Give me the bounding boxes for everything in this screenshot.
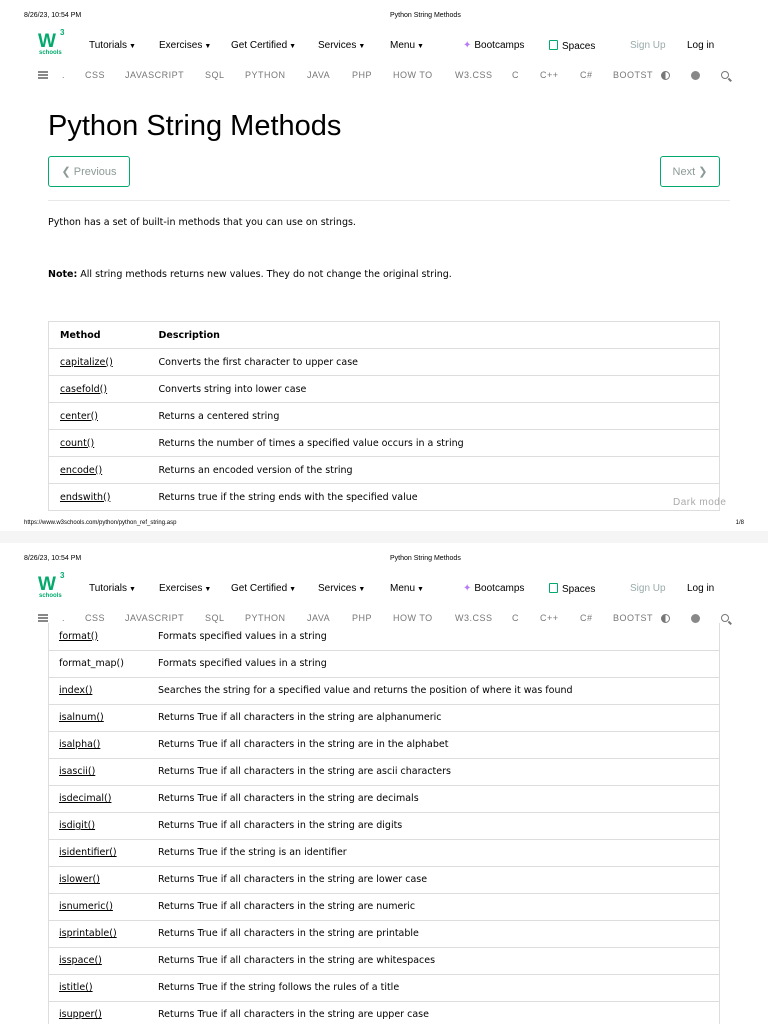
table-row — [48, 704, 720, 731]
caret-down-icon: ▼ — [417, 586, 424, 593]
subnav-javascript[interactable]: JAVASCRIPT — [125, 613, 185, 623]
nav-spaces[interactable]: Spaces — [549, 583, 595, 595]
method-cell — [48, 650, 147, 677]
method-link[interactable]: isalpha() — [59, 739, 101, 750]
spaces-icon — [549, 583, 558, 593]
print-header — [24, 12, 744, 24]
method-link[interactable]: isupper() — [59, 1009, 102, 1021]
subnav-css[interactable]: CSS — [85, 70, 106, 80]
caret-down-icon: ▼ — [204, 586, 212, 593]
subnav-python[interactable]: PYTHON — [245, 70, 286, 80]
method-cell — [49, 430, 148, 457]
subnav-bootstrap[interactable]: BOOTST — [613, 613, 654, 623]
subnav-python[interactable]: PYTHON — [245, 613, 286, 623]
hamburger-menu-icon[interactable] — [38, 614, 48, 622]
sub-nav: . CSS JAVASCRIPT SQL PYTHON JAVA PHP HOW TO W3.CSS C C++ C# BOOTST — [0, 610, 768, 628]
print-title: Python String Methods — [390, 12, 461, 19]
subnav-css[interactable]: CSS — [85, 613, 106, 623]
description-cell: Returns True if all characters in the string are whitespaces — [147, 947, 720, 974]
description-cell: Converts the first character to upper case — [148, 349, 720, 376]
subnav-php[interactable]: PHP — [352, 70, 373, 80]
table-row — [49, 484, 720, 511]
table-row — [48, 650, 720, 677]
caret-down-icon: ▼ — [289, 586, 297, 593]
description-cell: Formats specified values in a string — [147, 650, 720, 677]
sub-nav: . CSS JAVASCRIPT SQL PYTHON JAVA PHP HOW TO W3.CSS C C++ C# BOOTST — [0, 67, 768, 85]
note-text: Note: All string methods returns new values. They do not change the original string. — [48, 269, 452, 280]
method-link[interactable]: isprintable() — [59, 928, 117, 939]
method-cell — [48, 839, 147, 866]
divider — [48, 200, 730, 201]
table-row — [48, 623, 720, 650]
subnav-java[interactable]: JAVA — [307, 613, 331, 623]
print-page-number: 1/8 — [735, 520, 744, 526]
w3schools-logo[interactable]: W 3 schools — [38, 28, 65, 56]
hamburger-menu-icon[interactable] — [38, 71, 48, 79]
sparkle-icon: ✦ — [463, 40, 472, 51]
subnav-sql[interactable]: SQL — [205, 613, 225, 623]
nav-services[interactable]: Services ▼ — [318, 40, 366, 51]
subnav-php[interactable]: PHP — [352, 613, 373, 623]
description-cell: Converts string into lower case — [148, 376, 720, 403]
method-cell — [48, 704, 147, 731]
table-row — [49, 376, 720, 403]
login-link[interactable]: Log in — [687, 40, 715, 51]
nav-services[interactable]: Services ▼ — [318, 583, 366, 594]
method-link[interactable]: center() — [60, 410, 98, 422]
subnav-c[interactable]: C — [512, 613, 519, 623]
search-icon[interactable] — [721, 71, 729, 79]
description-cell: Returns True if all characters in the string are numeric — [147, 893, 720, 920]
table-row — [48, 947, 720, 974]
subnav-cpp[interactable]: C++ — [540, 70, 559, 80]
subnav-csharp[interactable]: C# — [580, 613, 593, 623]
table-row — [48, 920, 720, 947]
description-cell: Returns the number of times a specified value occurs in a string — [148, 430, 720, 457]
methods-table-continued — [48, 623, 720, 1024]
subnav-w3css[interactable]: W3.CSS — [455, 70, 493, 80]
nav-menu[interactable]: Menu ▼ — [390, 583, 424, 594]
method-cell — [49, 349, 148, 376]
top-nav — [0, 28, 768, 64]
description-cell: Returns True if all characters in the string are printable — [147, 920, 720, 947]
table-row — [48, 677, 720, 704]
table-row — [48, 1001, 720, 1024]
method-link[interactable]: isdigit() — [59, 820, 96, 831]
previous-button[interactable]: ❮ Previous — [48, 156, 130, 187]
table-row — [48, 893, 720, 920]
description-cell: Returns True if all characters in the string are digits — [147, 812, 720, 839]
subnav-cpp[interactable]: C++ — [540, 613, 559, 623]
subnav-c[interactable]: C — [512, 70, 519, 80]
nav-bootcamps[interactable]: ✦ Bootcamps — [463, 40, 525, 51]
globe-icon[interactable] — [691, 71, 700, 80]
header-method: Method — [49, 322, 148, 349]
contrast-icon[interactable] — [661, 614, 670, 623]
description-cell: Returns True if all characters in the string are lower case — [147, 866, 720, 893]
subnav-sql[interactable]: SQL — [205, 70, 225, 80]
table-row — [48, 731, 720, 758]
method-cell — [48, 623, 147, 650]
subnav-bootstrap[interactable]: BOOTST — [613, 70, 654, 80]
method-link[interactable]: istitle() — [59, 982, 93, 993]
description-cell: Returns an encoded version of the string — [148, 457, 720, 484]
method-link[interactable]: isdecimal() — [59, 793, 112, 804]
table-row — [48, 839, 720, 866]
method-name: format_map() — [59, 658, 124, 669]
nav-tutorials[interactable]: Tutorials ▼ — [89, 583, 136, 594]
nav-get-certified[interactable]: Get Certified ▼ — [231, 583, 297, 594]
description-cell: Returns true if the string ends with the specified value — [148, 484, 720, 511]
description-cell: Returns a centered string — [148, 403, 720, 430]
method-link[interactable]: isidentifier() — [59, 847, 117, 858]
nav-menu[interactable]: Menu ▼ — [390, 40, 424, 51]
description-cell: Returns True if the string follows the rules of a title — [147, 974, 720, 1001]
table-row — [48, 974, 720, 1001]
method-link[interactable]: islower() — [59, 874, 100, 885]
method-cell — [48, 677, 147, 704]
nav-spaces[interactable]: Spaces — [549, 40, 595, 52]
methods-table — [48, 321, 720, 511]
method-cell — [48, 785, 147, 812]
method-cell — [48, 947, 147, 974]
method-link[interactable]: count() — [60, 437, 95, 449]
nav-bootcamps[interactable]: ✦ Bootcamps — [463, 583, 525, 594]
contrast-icon[interactable] — [661, 71, 670, 80]
nav-exercises[interactable]: Exercises ▼ — [159, 583, 212, 594]
print-footer — [24, 520, 744, 530]
subnav-javascript[interactable]: JAVASCRIPT — [125, 70, 185, 80]
method-cell — [48, 893, 147, 920]
table-row — [49, 403, 720, 430]
subnav-howto[interactable]: HOW TO — [393, 70, 433, 80]
method-cell — [48, 920, 147, 947]
search-icon[interactable] — [721, 614, 729, 622]
caret-down-icon: ▼ — [128, 43, 136, 50]
signup-link[interactable]: Sign Up — [630, 583, 666, 594]
spaces-icon — [549, 40, 558, 50]
table-header-row — [49, 322, 720, 349]
method-link[interactable]: format() — [59, 630, 99, 642]
caret-down-icon: ▼ — [417, 43, 424, 50]
method-link[interactable]: endswith() — [60, 491, 111, 503]
table-row — [48, 785, 720, 812]
method-cell — [49, 403, 148, 430]
nav-exercises[interactable]: Exercises ▼ — [159, 40, 212, 51]
next-button[interactable]: Next ❯ — [660, 156, 720, 187]
dark-mode-toggle[interactable]: Dark mode — [673, 497, 727, 508]
nav-get-certified[interactable]: Get Certified ▼ — [231, 40, 297, 51]
print-date: 8/26/23, 10:54 PM — [24, 12, 82, 19]
description-cell: Returns True if the string is an identifier — [147, 839, 720, 866]
method-link[interactable]: encode() — [60, 464, 103, 476]
method-cell — [49, 457, 148, 484]
caret-down-icon: ▼ — [289, 43, 297, 50]
method-cell — [48, 758, 147, 785]
subnav-csharp[interactable]: C# — [580, 70, 593, 80]
method-cell — [48, 731, 147, 758]
header-description: Description — [148, 322, 720, 349]
description-cell: Returns True if all characters in the string are decimals — [147, 785, 720, 812]
top-nav — [0, 571, 768, 607]
method-link[interactable]: index() — [59, 685, 93, 696]
table-row — [48, 866, 720, 893]
print-url: https://www.w3schools.com/python/python_ref_string.asp — [24, 520, 177, 526]
page-title: Python String Methods — [48, 110, 342, 142]
caret-down-icon: ▼ — [204, 43, 212, 50]
method-link[interactable]: casefold() — [60, 383, 108, 395]
method-link[interactable]: isnumeric() — [59, 901, 113, 912]
table-row — [49, 457, 720, 484]
method-cell — [49, 484, 148, 511]
login-link[interactable]: Log in — [687, 583, 715, 594]
table-row — [48, 758, 720, 785]
description-cell: Returns True if all characters in the string are in the alphabet — [147, 731, 720, 758]
method-cell — [49, 376, 148, 403]
caret-down-icon: ▼ — [358, 43, 366, 50]
subnav-howto[interactable]: HOW TO — [393, 613, 433, 623]
description-cell: Formats specified values in a string — [158, 630, 327, 642]
description-cell: Searches the string for a specified value and returns the position of where it was found — [147, 677, 720, 704]
method-cell — [48, 974, 147, 1001]
method-link[interactable]: isalnum() — [59, 712, 104, 723]
table-row — [49, 349, 720, 376]
method-link[interactable]: isspace() — [59, 955, 102, 966]
description-cell: Returns True if all characters in the string are upper case — [147, 1001, 720, 1024]
method-link[interactable]: capitalize() — [60, 356, 113, 368]
w3schools-logo[interactable]: W 3 schools — [38, 571, 65, 599]
method-cell — [48, 812, 147, 839]
caret-down-icon: ▼ — [358, 586, 366, 593]
description-cell: Returns True if all characters in the string are alphanumeric — [147, 704, 720, 731]
table-row — [49, 430, 720, 457]
method-cell — [48, 866, 147, 893]
print-header: 8/26/23, 10:54 PM Python String Methods — [24, 555, 461, 562]
method-cell — [48, 1001, 147, 1024]
subnav-w3css[interactable]: W3.CSS — [455, 613, 493, 623]
intro-text: Python has a set of built-in methods that you can use on strings. — [48, 217, 356, 228]
nav-tutorials[interactable]: Tutorials ▼ — [89, 40, 136, 51]
subnav-java[interactable]: JAVA — [307, 70, 331, 80]
globe-icon[interactable] — [691, 614, 700, 623]
sparkle-icon: ✦ — [463, 583, 472, 594]
table-row — [48, 812, 720, 839]
description-cell: Returns True if all characters in the string are ascii characters — [147, 758, 720, 785]
caret-down-icon: ▼ — [128, 586, 136, 593]
method-link[interactable]: isascii() — [59, 766, 96, 777]
signup-link[interactable]: Sign Up — [630, 40, 666, 51]
